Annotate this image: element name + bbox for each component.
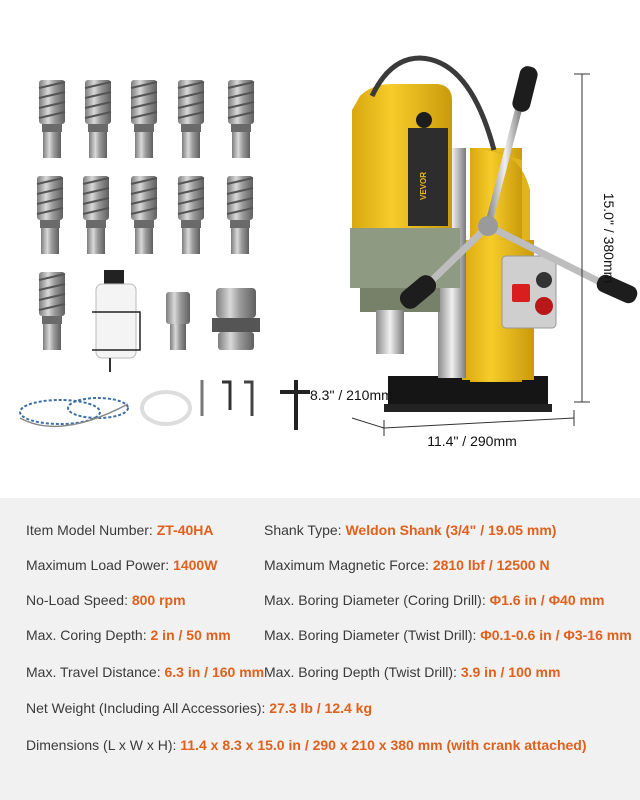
chuck-key-icon — [280, 380, 310, 430]
spec-dimensions — [26, 737, 587, 753]
specifications-panel — [0, 498, 640, 800]
spec-label: Item Model Number: — [26, 522, 153, 538]
spec-net-weight — [26, 700, 372, 716]
depth-dimension — [310, 387, 393, 428]
spec-value: Weldon Shank (3/4" / 19.05 mm) — [345, 522, 557, 538]
coolant-bottle-icon — [92, 270, 140, 372]
safety-strap-icon — [20, 398, 128, 426]
spec-label: Max. Boring Diameter (Twist Drill): — [264, 627, 477, 643]
coolant-tube-icon — [142, 392, 190, 424]
arbor-adapter-icon — [166, 292, 190, 350]
width-label: 11.4" / 290mm — [427, 433, 517, 449]
drill-chuck-icon — [212, 288, 260, 350]
height-dimension — [574, 74, 617, 402]
spec-value: 3.9 in / 100 mm — [460, 664, 561, 680]
height-label: 15.0" / 380mm — [601, 192, 617, 284]
spec-label: No-Load Speed: — [26, 592, 128, 608]
spec-label: Maximum Load Power: — [26, 557, 170, 573]
spec-value: 6.3 in / 160 mm — [164, 664, 265, 680]
spec-boring-coring — [264, 592, 604, 608]
width-dimension — [384, 410, 574, 449]
spec-shank — [264, 522, 556, 538]
hex-key-icon — [222, 382, 252, 416]
spec-value: 800 rpm — [131, 592, 186, 608]
spec-load-power — [26, 557, 217, 573]
spec-value: 27.3 lb / 12.4 kg — [269, 700, 373, 716]
spec-label: Dimensions (L x W x H): — [26, 737, 177, 753]
spec-label: Max. Boring Depth (Twist Drill): — [264, 664, 457, 680]
spec-magnetic-force — [264, 557, 550, 573]
spec-label: Max. Boring Diameter (Coring Drill): — [264, 592, 486, 608]
magnetic-drill-machine — [350, 58, 640, 412]
spec-label: Max. Coring Depth: — [26, 627, 147, 643]
spec-boring-depth — [264, 664, 560, 680]
spec-coring-depth — [26, 627, 231, 643]
spec-label: Shank Type: — [264, 522, 342, 538]
brand-logo: VEVOR — [419, 171, 428, 200]
spec-value: 1400W — [173, 557, 218, 573]
spec-label: Maximum Magnetic Force: — [264, 557, 429, 573]
spec-value: 2 in / 50 mm — [150, 627, 231, 643]
spec-value: Φ0.1-0.6 in / Φ3-16 mm — [480, 627, 632, 643]
spec-value: 11.4 x 8.3 x 15.0 in / 290 x 210 x 380 mm (with crank attached) — [180, 737, 587, 753]
spec-label: Net Weight (Including All Accessories): — [26, 700, 266, 716]
spec-label: Max. Travel Distance: — [26, 664, 161, 680]
spec-value: Φ1.6 in / Φ40 mm — [489, 592, 605, 608]
spec-model — [26, 522, 214, 538]
spec-no-load-speed — [26, 592, 186, 608]
spec-value: ZT-40HA — [156, 522, 214, 538]
depth-label: 8.3" / 210mm — [310, 387, 393, 403]
spec-boring-twist — [264, 627, 632, 643]
spec-travel — [26, 664, 264, 680]
spec-value: 2810 lbf / 12500 N — [432, 557, 550, 573]
